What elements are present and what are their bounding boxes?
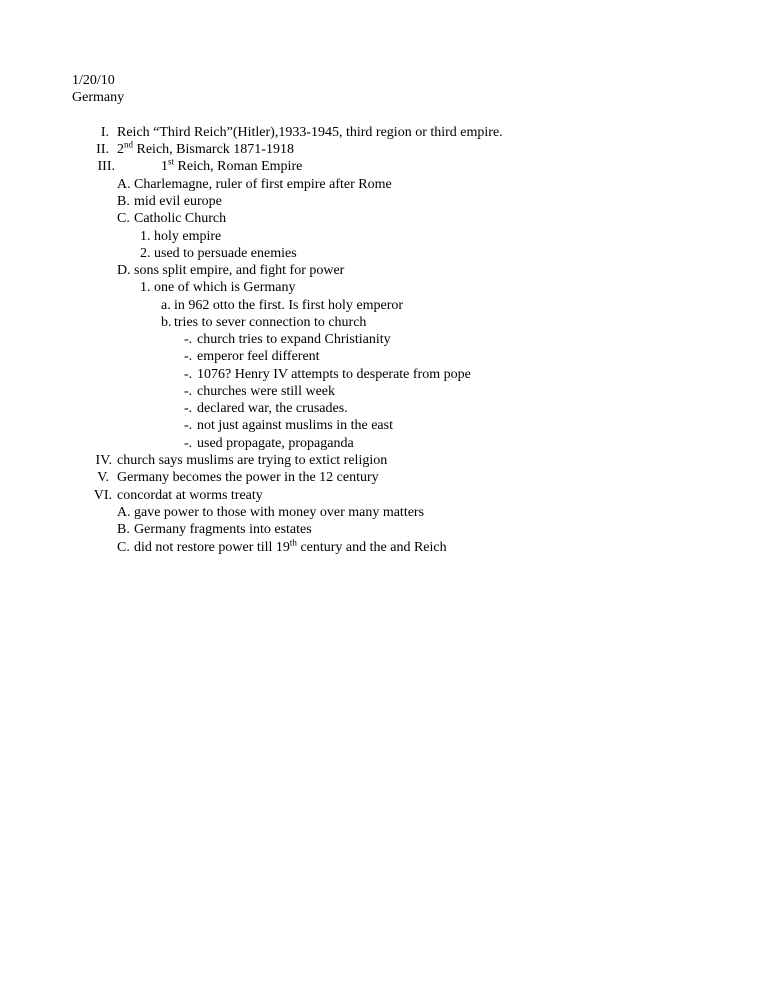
outline-text: in 962 otto the first. Is first holy emperor — [174, 298, 404, 313]
outline-dash: -. — [184, 349, 193, 364]
outline-text: Germany fragments into estates — [134, 522, 312, 537]
outline-letter: D. — [117, 263, 131, 278]
outline-digit: 1. — [140, 229, 151, 244]
outline-number: IV. — [95, 453, 112, 468]
outline-number: VI. — [93, 488, 112, 503]
outline-text: Catholic Church — [134, 211, 227, 226]
outline-dash: -. — [184, 367, 193, 382]
ordinal-suffix: th — [289, 537, 297, 548]
outline-letter: A. — [117, 505, 131, 520]
ordinal-suffix: st — [168, 156, 175, 167]
outline-letter: b. — [161, 315, 172, 330]
outline-text: concordat at worms treaty — [117, 488, 263, 503]
outline-number: I. — [100, 125, 109, 140]
outline-text: holy empire — [154, 229, 222, 244]
outline-letter: C. — [117, 540, 130, 555]
outline-text: used propagate, propaganda — [197, 436, 354, 451]
outline-text: Reich “Third Reich”(Hitler),1933-1945, third region or third empire. — [117, 125, 503, 140]
outline-text-rest: Reich, Bismarck 1871-1918 — [133, 142, 294, 157]
outline-text: church tries to expand Christianity — [197, 332, 391, 347]
outline-text: churches were still week — [197, 384, 335, 399]
outline-letter: a. — [161, 298, 171, 313]
outline-letter: A. — [117, 177, 131, 192]
outline-text-rest: century and the and Reich — [296, 540, 447, 555]
outline-text: mid evil europe — [134, 194, 222, 209]
outline-text: church says muslims are trying to extict religion — [117, 453, 388, 468]
outline-text: sons split empire, and fight for power — [134, 263, 345, 278]
outline-dash: -. — [184, 436, 193, 451]
outline-text: emperor feel different — [197, 349, 320, 364]
outline-text: used to persuade enemies — [154, 246, 297, 261]
outline-text: Charlemagne, ruler of first empire after Rome — [134, 177, 392, 192]
outline-text — [161, 158, 302, 175]
outline-digit: 1. — [140, 280, 151, 295]
outline-number: II. — [96, 142, 109, 157]
outline-dash: -. — [184, 401, 193, 416]
outline-dash: -. — [184, 384, 193, 399]
ordinal-suffix: nd — [124, 139, 133, 150]
outline-text-start: did not restore power till 19 — [134, 540, 290, 555]
outline-text: not just against muslims in the east — [197, 418, 393, 433]
outline-digit: 2. — [140, 246, 151, 261]
subject-text: Germany — [72, 90, 125, 105]
outline-text: 1076? Henry IV attempts to desperate from pope — [197, 367, 471, 382]
outline-text-rest: Reich, Roman Empire — [174, 159, 303, 174]
outline-letter: C. — [117, 211, 130, 226]
outline-letter: B. — [117, 522, 130, 537]
outline-text: tries to sever connection to church — [174, 315, 367, 330]
outline-number: III. — [97, 159, 115, 174]
ordinal-number: 1 — [161, 159, 168, 174]
outline-dash: -. — [184, 418, 193, 433]
outline-number: V. — [97, 470, 109, 485]
ordinal-number: 2 — [117, 142, 124, 157]
outline-text: one of which is Germany — [154, 280, 296, 295]
outline-text: gave power to those with money over many matters — [134, 505, 425, 520]
date-text: 1/20/10 — [72, 73, 115, 88]
outline-text — [117, 141, 294, 158]
outline-text: Germany becomes the power in the 12 century — [117, 470, 379, 485]
outline-dash: -. — [184, 332, 193, 347]
outline-text — [134, 539, 447, 556]
outline-text: declared war, the crusades. — [197, 401, 348, 416]
outline-letter: B. — [117, 194, 130, 209]
